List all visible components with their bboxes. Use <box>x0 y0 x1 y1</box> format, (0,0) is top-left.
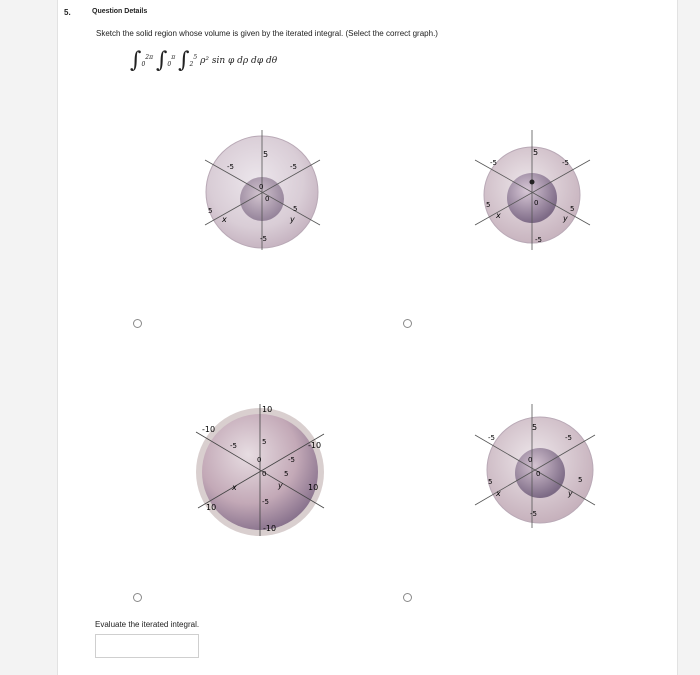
question-details-label: Question Details <box>92 8 148 15</box>
option-a-radio[interactable] <box>133 319 142 328</box>
option-c-label-right: -10 <box>308 441 322 450</box>
option-b-radio[interactable] <box>403 319 412 328</box>
rho-upper: 5 <box>193 54 198 61</box>
option-c-bottom: -10 <box>263 524 277 533</box>
option-c-center: 0 <box>257 456 262 464</box>
option-b-pos-y: 5 <box>570 205 575 213</box>
option-c-bottom-inner: -5 <box>262 498 269 506</box>
option-c-inner: 0 <box>262 470 267 478</box>
answer-input[interactable] <box>95 634 199 658</box>
option-c-pos-x: 5 <box>284 470 289 478</box>
phi-lower: 0 <box>167 60 172 68</box>
option-b-label-right: -5 <box>562 159 569 167</box>
option-c-z-top: 10 <box>262 405 273 414</box>
option-d-center: 0 <box>528 456 533 464</box>
option-d-radio[interactable] <box>403 593 412 602</box>
option-a-x-axis: x <box>222 215 227 224</box>
integrand: ρ² sin φ dρ dφ dθ <box>200 56 278 66</box>
question-prompt: Sketch the solid region whose volume is given by the iterated integral. (Select the correct graph.) <box>96 29 438 38</box>
option-d-label-right: -5 <box>565 434 572 442</box>
option-c-x-axis: x <box>232 483 237 492</box>
option-d-y-axis: y <box>568 489 573 498</box>
option-b-label-left: -5 <box>490 159 497 167</box>
option-d-label-left: -5 <box>488 434 495 442</box>
theta-upper: 2π <box>145 54 154 61</box>
option-b-y-axis: y <box>563 214 568 223</box>
option-c-pos-y: 10 <box>308 483 319 492</box>
phi-upper: π <box>171 54 176 61</box>
option-c-label-right-inner: -5 <box>288 456 295 464</box>
option-a-bottom: -5 <box>260 235 267 243</box>
option-c-bottom-left: 10 <box>206 503 217 512</box>
option-c-graph <box>190 400 330 545</box>
option-c-label-left-inner: -5 <box>230 442 237 450</box>
option-c-radio[interactable] <box>133 593 142 602</box>
evaluate-label: Evaluate the iterated integral. <box>95 620 200 629</box>
option-d-graph <box>470 400 600 540</box>
theta-lower: 0 <box>141 60 146 68</box>
option-c-z-inner: 5 <box>262 438 267 446</box>
option-a-pos-x: 5 <box>208 207 213 215</box>
option-b-x-axis: x <box>496 211 501 220</box>
option-b-z-top: 5 <box>533 148 539 157</box>
option-a-center: 0 <box>259 183 264 191</box>
option-b-inner: 0 <box>534 199 539 207</box>
option-a-label-left: -5 <box>227 163 234 171</box>
option-d-inner: 0 <box>536 470 541 478</box>
option-d-pos-y: 5 <box>578 476 583 484</box>
option-a-y-axis: y <box>290 215 295 224</box>
option-d-z-top: 5 <box>532 423 538 432</box>
option-d-bottom: -5 <box>530 510 537 518</box>
option-b-graph <box>470 125 595 265</box>
window-right-margin <box>677 0 700 675</box>
option-a-inner: 0 <box>265 195 270 203</box>
option-b-bottom: -5 <box>535 236 542 244</box>
option-d-x-axis: x <box>496 489 501 498</box>
iterated-integral: $\int_0^{2\pi}$ $\int_0^\pi$ $\int_2^5$ ρ² sin φ dρ dφ dθ <box>130 48 278 73</box>
option-a-pos-y: 5 <box>293 205 298 213</box>
option-a-z-top: 5 <box>263 150 269 159</box>
option-a-label-right: -5 <box>290 163 297 171</box>
option-c-label-left: -10 <box>202 425 216 434</box>
option-c-y-axis: y <box>278 481 283 490</box>
question-number: 5. <box>64 8 71 17</box>
option-b-pos-x: 5 <box>486 201 491 209</box>
window-left-margin <box>0 0 58 675</box>
option-d-pos-x: 5 <box>488 478 493 486</box>
option-a-graph <box>195 125 330 265</box>
rho-lower: 2 <box>189 60 194 68</box>
